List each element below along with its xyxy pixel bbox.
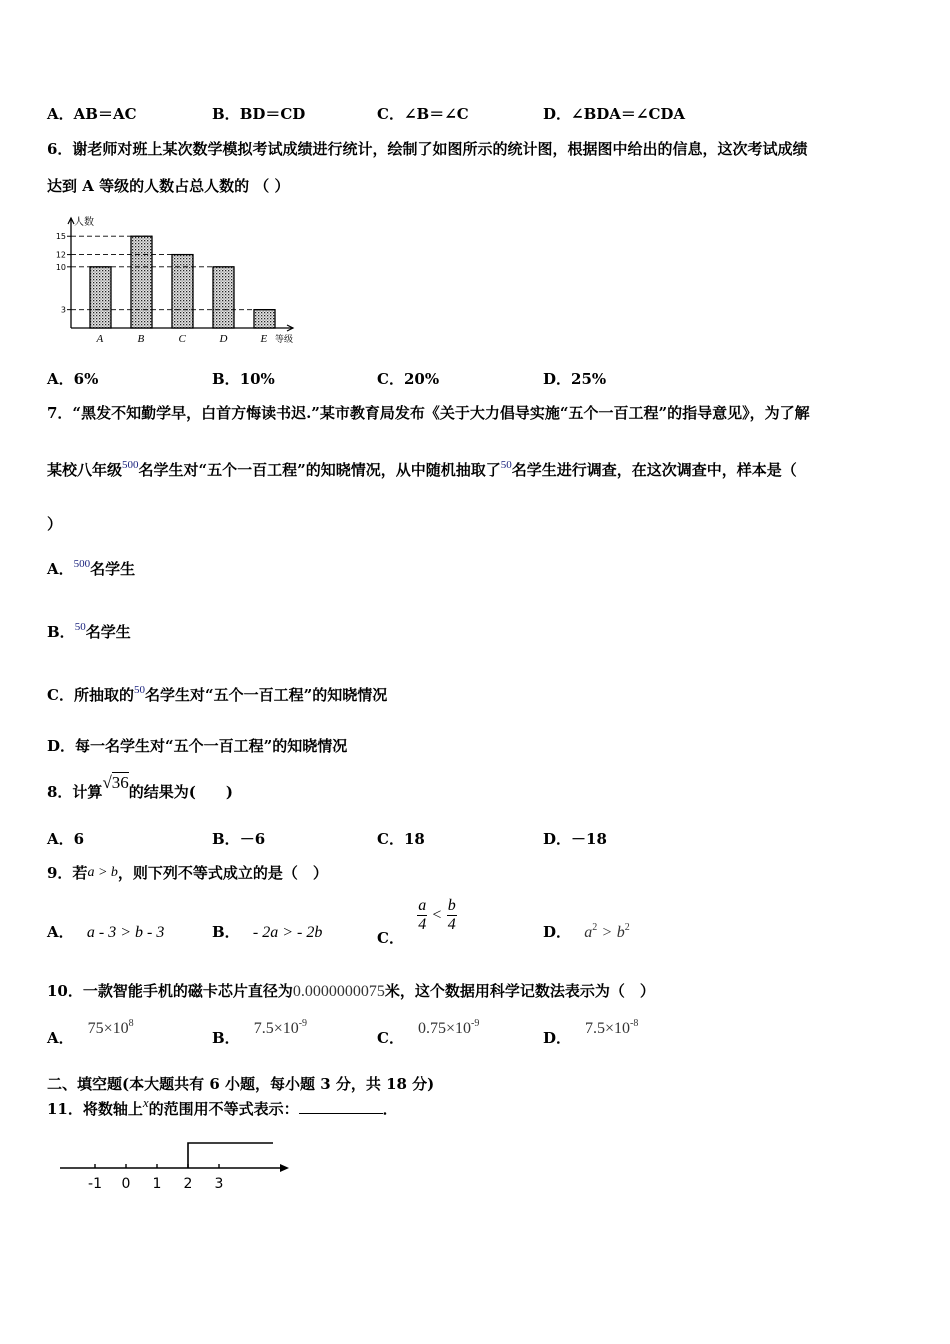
q9-option-c: C． $\frac{a}{4}$ < $\frac{b}{4}$ [377,897,456,947]
q6-bar-chart [45,210,310,350]
q8-stem: 8．计算√36的结果为( ) [47,773,233,801]
y-tick-label: 10 [55,262,66,272]
q7-stem-line1: 7．“黑发不知勤学早，白首方悔读书迟.”某市教育局发布《关于大力倡导实施“五个一百工程”的指导意见》，为了解 [47,404,810,422]
answer-blank [299,1099,383,1114]
x-tick-label: C [178,333,186,345]
q10-option-b: B．$7.5\times 10^{-9}$ [212,1018,308,1047]
q9-option-a: A． a - 3 > b - 3 [47,923,165,941]
q5-option-d: D．∠BDA＝∠CDA [543,105,686,123]
bar-D [213,267,234,328]
sqrt-icon: √ [102,773,112,792]
q9-stem: 9．若a > b，则下列不等式成立的是（ ） [47,864,328,882]
bar-A [90,267,111,328]
solution-bracket [188,1143,273,1168]
q7-stem-line3: ） [47,515,63,533]
q6-option-a: A．6% [47,370,99,388]
bar-B [131,236,152,328]
q7-option-a: A．$^{500}$名学生 [47,558,136,578]
q6-stem-line2: 达到 A 等级的人数占总人数的 （ ） [47,177,290,195]
y-axis-label: 人数 [74,217,94,228]
q7-num-500: 500 [122,459,139,471]
q8-option-b: B．－6 [212,830,266,848]
bar-C [172,255,193,328]
q7-option-d: D．每一名学生对“五个一百工程”的知晓情况 [47,737,348,755]
y-tick-label: 12 [55,250,66,260]
q8-option-c: C．18 [377,830,425,848]
number-line-arrow-icon [280,1164,289,1172]
q7-stem-line2: 某校八年级$^{500}$名学生对“五个一百工程”的知晓情况，从中随机抽取了$^{50}$名学生进行调查，在这次调查中，样本是（ [47,459,797,479]
q7-option-c: C．所抽取的$^{50}$名学生对“五个一百工程”的知晓情况 [47,684,388,704]
q10-option-a: A．$75\times 10^8$ [47,1018,134,1047]
x-tick-label: A [96,333,104,345]
q9-option-b: B． - 2a > - 2b [212,923,323,941]
q9-option-d: D． $a^2 > b^2$ [543,922,630,941]
number-line-label: 2 [183,1176,193,1192]
number-line-label: -1 [88,1176,102,1192]
x-tick-label: D [219,333,228,345]
q11-stem: 11．将数轴上x的范围用不等式表示： ． [47,1095,398,1118]
q8-option-a: A．6 [47,830,85,848]
number-line-label: 1 [152,1176,162,1192]
q6-option-b: B．10% [212,370,275,388]
x-tick-label: B [137,333,145,345]
q5-option-b: B．BD＝CD [212,105,306,123]
q11-number-line [55,1135,300,1195]
section-2-title: 二、填空题(本大题共有 6 小题，每小题 3 分，共 18 分) [47,1075,435,1093]
q10-stem: 10．一款智能手机的磁卡芯片直径为0.0000000075米，这个数据用科学记数法表示为（ ） [47,982,655,1000]
q5-option-a: A．AB＝AC [47,105,137,123]
y-tick-label: 3 [60,305,66,315]
q6-option-d: D．25% [543,370,607,388]
number-line-label: 3 [214,1176,224,1192]
q8-option-d: D．－18 [543,830,607,848]
q7-num-50: 50 [500,459,512,471]
q7-option-b: B．$^{50}$名学生 [47,621,131,641]
q5-option-c: C．∠B＝∠C [377,105,469,123]
q10-option-c: C．$0.75\times 10^{-9}$ [377,1018,480,1047]
number-line-label: 0 [121,1176,131,1192]
q6-stem-line1: 6．谢老师对班上某次数学模拟考试成绩进行统计，绘制了如图所示的统计图，根据图中给出的信息，这次考试成绩 [47,140,808,158]
bar-E [254,310,275,328]
y-tick-label: 15 [55,232,66,242]
x-axis-label: 等级 [275,335,294,345]
x-tick-label: E [260,333,268,345]
q10-option-d: D．$7.5\times 10^{-8}$ [543,1018,639,1047]
q6-option-c: C．20% [377,370,440,388]
